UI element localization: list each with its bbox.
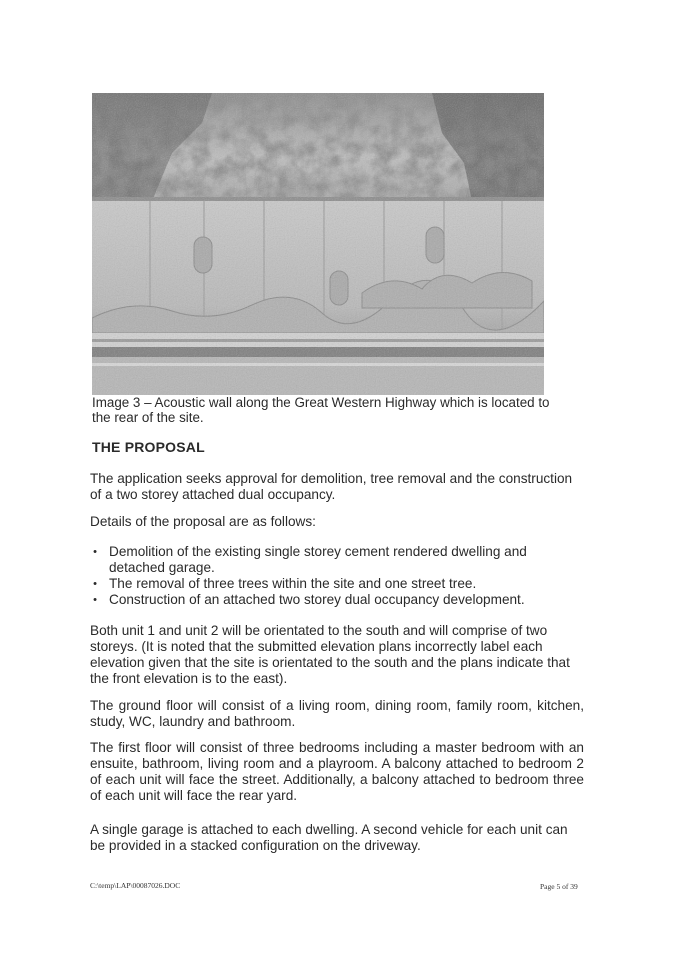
garage-paragraph: A single garage is attached to each dwelling. A second vehicle for each unit can be provided in a stacked configuration on the driveway. xyxy=(90,822,568,853)
image-caption: Image 3 – Acoustic wall along the Great Western Highway which is located to the rear of the site. xyxy=(92,395,550,425)
ground-floor-paragraph: The ground floor will consist of a living room, dining room, family room, kitchen, study, WC, laundry and bathroom. xyxy=(90,698,584,729)
intro-paragraph: The application seeks approval for demolition, tree removal and the construction of a two storey attached dual occupancy. xyxy=(90,471,573,502)
bullet-text: The removal of three trees within the site and one street tree. xyxy=(109,576,477,591)
footer-file-path: C:\temp\LAP\00087026.DOC xyxy=(90,881,181,890)
proposal-bullet-list xyxy=(90,544,584,608)
bullet-icon: • xyxy=(93,594,97,606)
bullet-text: Construction of an attached two storey dual occupancy development. xyxy=(109,592,525,607)
section-heading: THE PROPOSAL xyxy=(92,439,205,455)
bullet-icon: • xyxy=(93,546,97,558)
orientation-paragraph: Both unit 1 and unit 2 will be orientated to the south and will comprise of two storeys. (It is noted that the submitted elevation plans incorrectly label each elevation given that the site is orientated to the south and the plans indicate that the front elevation is to the east). xyxy=(90,623,570,686)
first-floor-paragraph: The first floor will consist of three bedrooms including a master bedroom with an ensuite, bathroom, living room and a playroom. A balcony attached to bedroom 2 of each unit will face the street. Additionally, a balcony attached to bedroom three of each unit will face the rear yard. xyxy=(90,740,584,803)
footer-page-number: Page 5 of 39 xyxy=(540,882,578,891)
bullet-icon: • xyxy=(93,578,97,590)
bullet-text: Demolition of the existing single storey cement rendered dwelling and detached garage. xyxy=(109,544,527,575)
list-item xyxy=(90,576,584,592)
details-lead-paragraph: Details of the proposal are as follows: xyxy=(90,514,316,529)
acoustic-wall-photo xyxy=(92,93,544,395)
list-item xyxy=(90,592,584,608)
list-item xyxy=(90,544,584,576)
